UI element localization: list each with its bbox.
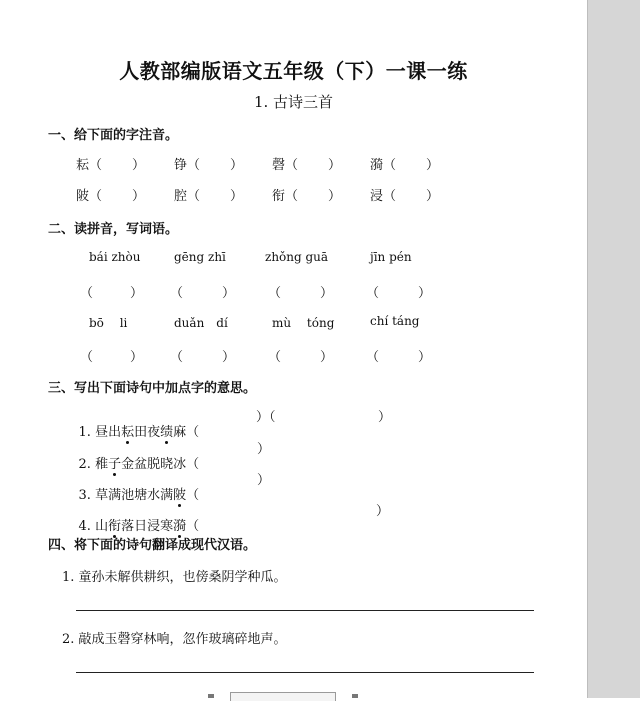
- pinyin-blank-char: 腔（: [174, 189, 201, 204]
- section-4-heading: 四、将下面的诗句翻译成现代汉语。: [48, 538, 257, 553]
- line-prefix: 4. 山: [78, 519, 109, 534]
- pinyin-word: bō li: [89, 316, 128, 330]
- dotted-char: 子: [108, 453, 121, 472]
- pinyin-blank-char: 耘（: [76, 158, 103, 173]
- pinyin-blank-char: 铮（: [174, 158, 201, 173]
- answer-paren-open: （: [366, 286, 380, 301]
- answer-paren-close: ）: [320, 350, 334, 365]
- page-navigation-box[interactable]: [230, 692, 336, 701]
- answer-paren-close: ）: [222, 286, 236, 301]
- answer-paren-close: ）: [257, 442, 271, 457]
- translation-item-2: 2. 敲成玉磬穿林响，忽作玻璃碎地声。: [62, 632, 287, 647]
- section-3-heading: 三、写出下面诗句中加点字的意思。: [48, 381, 257, 396]
- line-mid: 落日浸寒: [121, 519, 174, 534]
- answer-paren-close: ）: [418, 286, 432, 301]
- line-prefix: 2. 稚: [78, 457, 109, 472]
- pinyin-blank-char: 陂（: [76, 189, 103, 204]
- pinyin-blank-char: 漪（: [370, 158, 397, 173]
- paren-close: ）: [230, 158, 244, 173]
- answer-paren-close: ）: [378, 410, 392, 425]
- answer-paren-close: ）: [320, 286, 334, 301]
- page-nav-next-icon[interactable]: [352, 694, 358, 698]
- paren-close: ）: [328, 158, 342, 173]
- pinyin-word: bái zhòu: [89, 250, 141, 264]
- answer-paren-open: （: [366, 350, 380, 365]
- answer-paren-open: （: [170, 286, 184, 301]
- pinyin-word: mù tóng: [272, 316, 335, 330]
- line-prefix: 1. 昼出: [78, 425, 122, 440]
- paren-close: ）: [230, 189, 244, 204]
- line-prefix: 3. 草满池塘水满: [78, 488, 174, 503]
- answer-paren-close: ）: [222, 350, 236, 365]
- dotted-char: 耘: [121, 421, 134, 440]
- pinyin-blank-char: 磬（: [272, 158, 299, 173]
- line-mid: 田夜: [134, 425, 161, 440]
- pinyin-word: jīn pén: [370, 250, 412, 264]
- pinyin-blank-char: 衔（: [272, 189, 299, 204]
- line-mid: 金盆脱晓冰（: [121, 457, 200, 472]
- paren-close: ）: [426, 158, 440, 173]
- answer-paren-close: ）: [418, 350, 432, 365]
- paren-close: ）: [328, 189, 342, 204]
- answer-paren-open: （: [268, 286, 282, 301]
- answer-paren-close: ）: [130, 350, 144, 365]
- pinyin-word: chí táng: [370, 314, 420, 328]
- answer-paren-open: （: [80, 350, 94, 365]
- answer-paren-close: ）: [376, 504, 390, 519]
- pinyin-word: duǎn dí: [174, 316, 228, 330]
- answer-paren-close: ）: [130, 286, 144, 301]
- pinyin-word: gēng zhī: [174, 250, 226, 264]
- document-title: 人教部编版语文五年级（下）一课一练: [119, 59, 468, 83]
- lesson-title: 1. 古诗三首: [253, 93, 334, 111]
- answer-line[interactable]: [76, 672, 534, 673]
- line-suffix: 麻（: [173, 425, 200, 440]
- dotted-char: 绩: [160, 421, 173, 440]
- translation-item-1: 1. 童孙未解供耕织，也傍桑阴学种瓜。: [62, 570, 287, 585]
- dotted-char: 陂: [173, 484, 186, 503]
- section-2-heading: 二、读拼音，写词语。: [48, 222, 179, 237]
- paren-close: ）: [426, 189, 440, 204]
- pinyin-blank-char: 浸（: [370, 189, 397, 204]
- answer-paren-open: （: [170, 350, 184, 365]
- dotted-char: 衔: [108, 515, 121, 534]
- paren-close: ）: [132, 158, 146, 173]
- page-nav-prev-icon[interactable]: [208, 694, 214, 698]
- answer-paren-close: ）（: [256, 410, 276, 425]
- answer-paren-open: （: [80, 286, 94, 301]
- pinyin-word: zhǒng guā: [265, 250, 329, 264]
- dotted-char: 漪: [173, 515, 186, 534]
- answer-paren-close: ）: [257, 473, 271, 488]
- paren-close: ）: [132, 189, 146, 204]
- line-suffix: （: [186, 488, 200, 503]
- answer-line[interactable]: [76, 610, 534, 611]
- line-suffix: （: [186, 519, 200, 534]
- answer-paren-open: （: [268, 350, 282, 365]
- section-1-heading: 一、给下面的字注音。: [48, 128, 179, 143]
- viewer-sidebar: [587, 0, 640, 698]
